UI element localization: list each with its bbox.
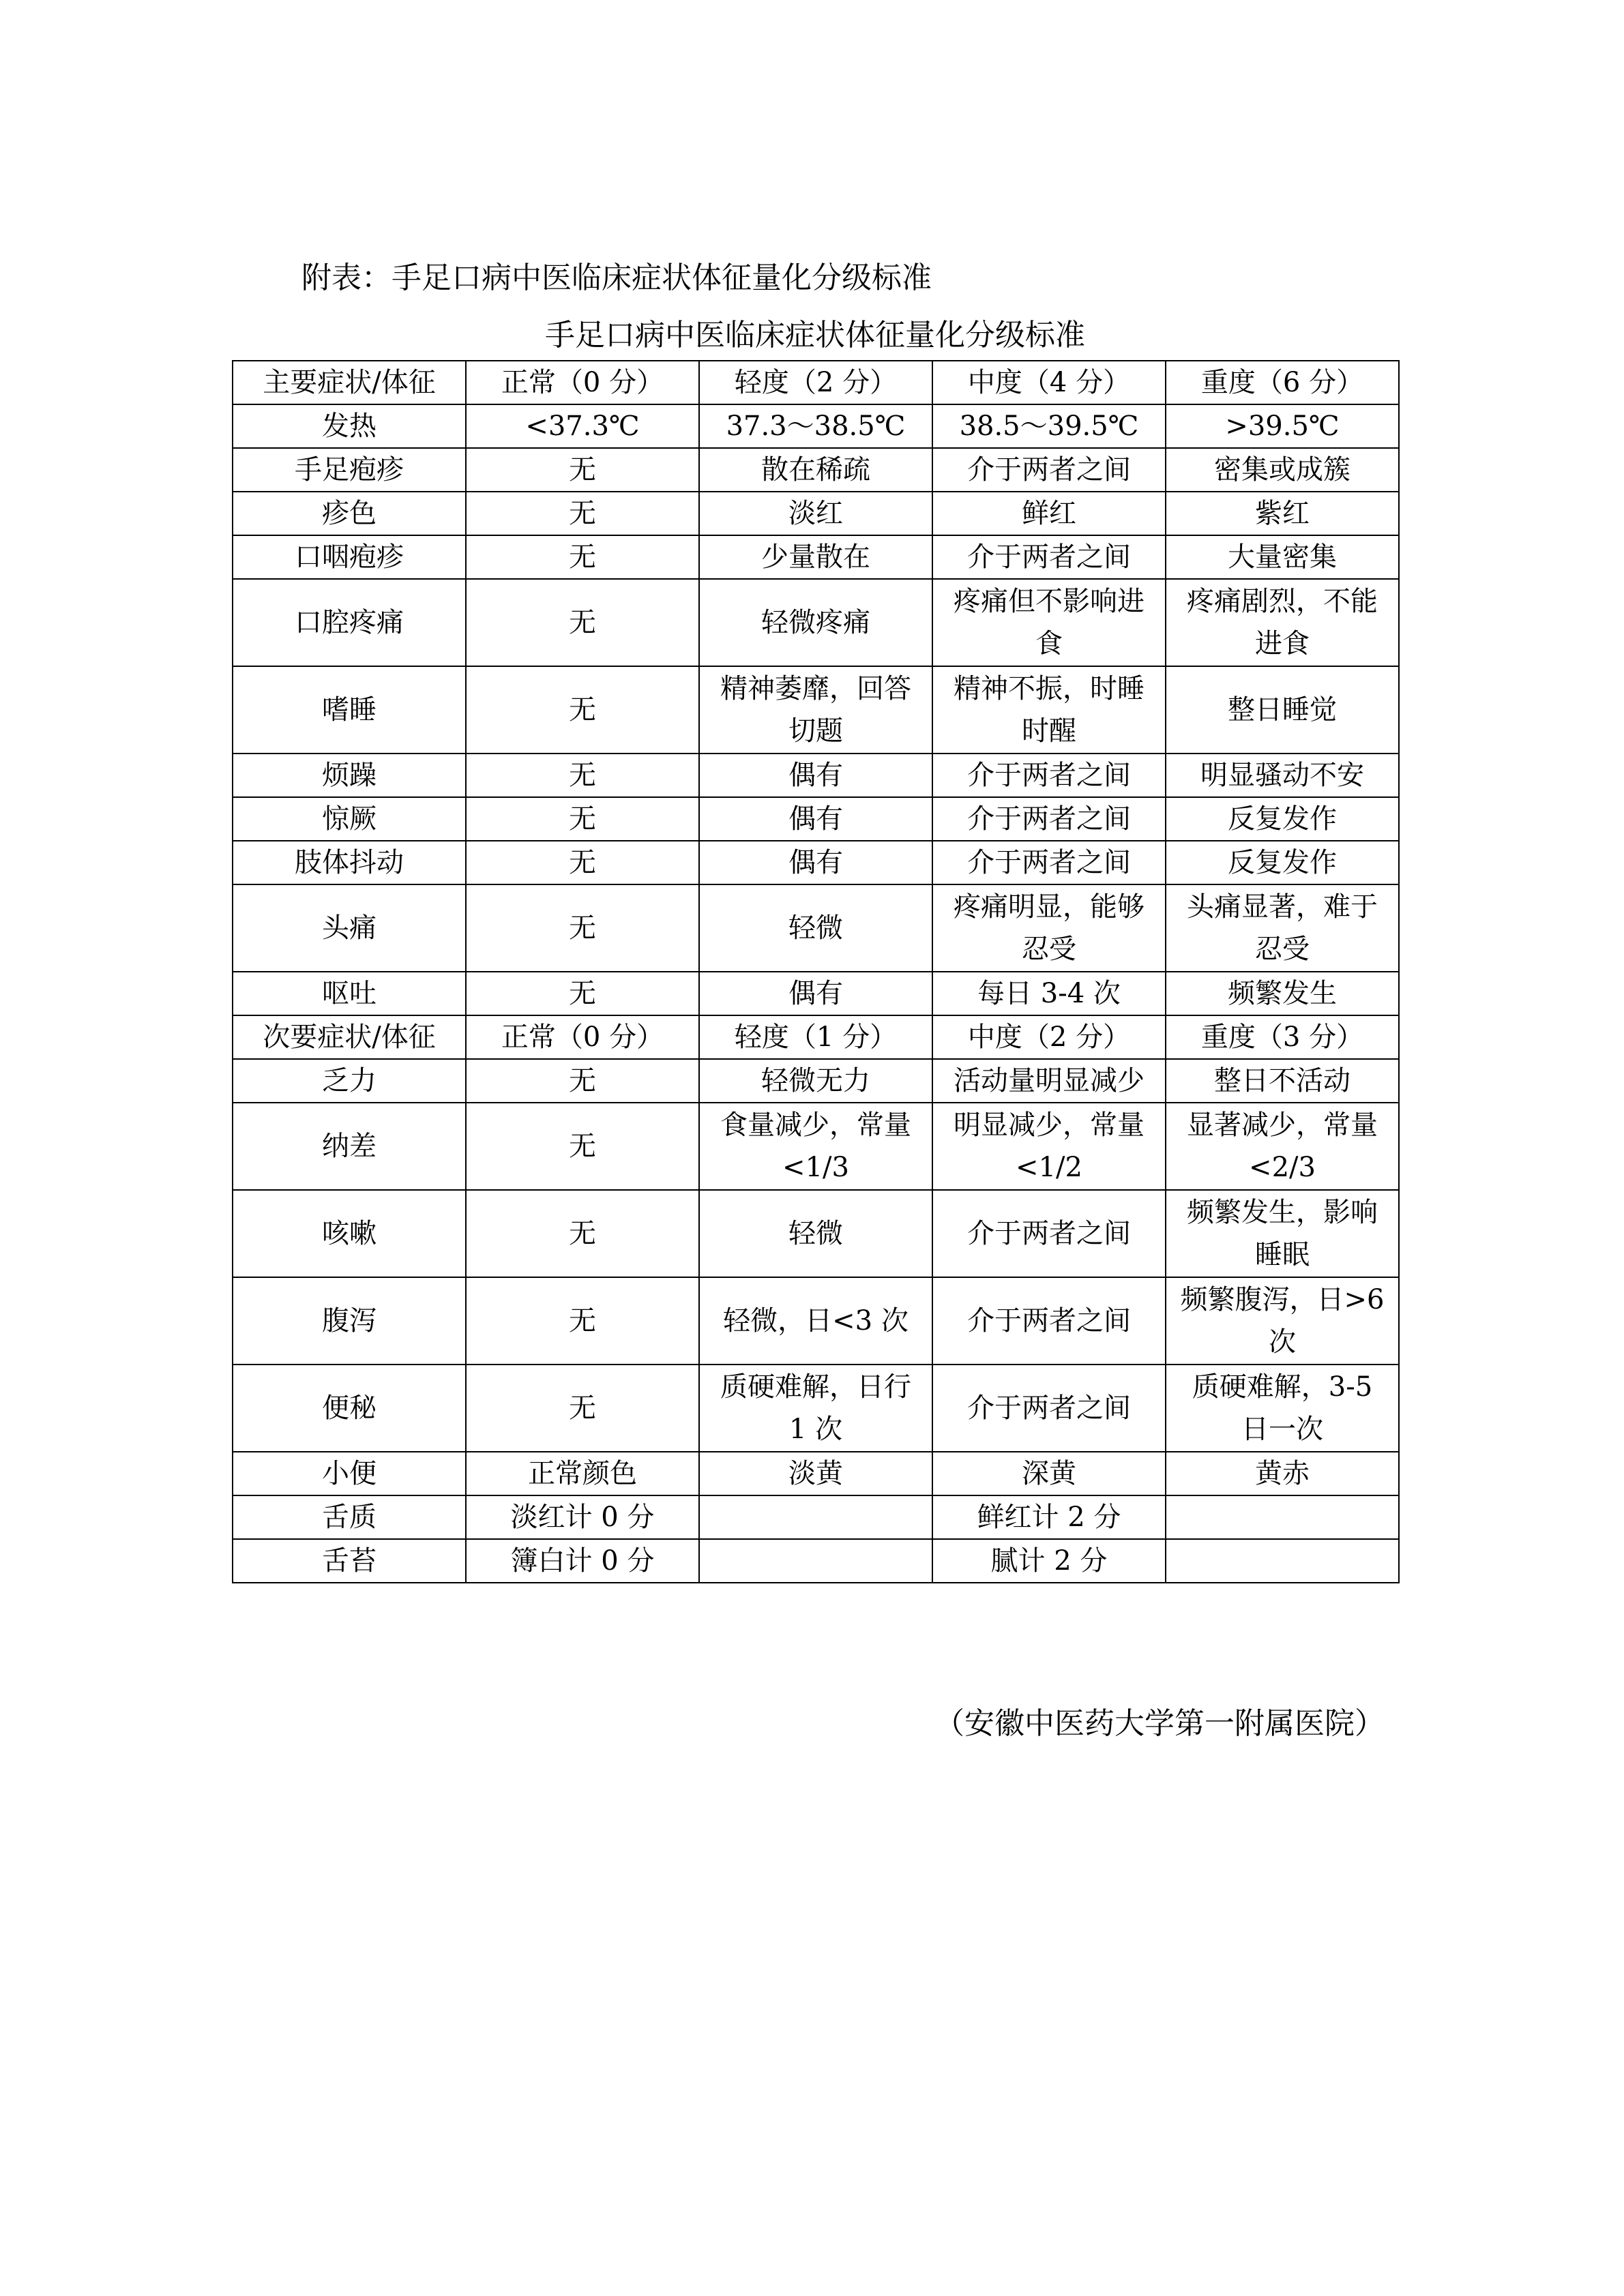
table-cell-mild: 少量散在 bbox=[699, 535, 932, 579]
table-cell-normal: 淡红计 0 分 bbox=[466, 1495, 699, 1539]
table-cell-symptom: 口腔疼痛 bbox=[233, 579, 466, 666]
table-cell-symptom: 手足疱疹 bbox=[233, 448, 466, 492]
table-cell-normal: 无 bbox=[466, 1365, 699, 1452]
table-cell-mild: 食量减少，常量 <1/3 bbox=[699, 1103, 932, 1190]
table-cell-moderate: 鲜红计 2 分 bbox=[932, 1495, 1166, 1539]
table-row bbox=[233, 535, 1399, 579]
table-cell-moderate: 介于两者之间 bbox=[932, 797, 1166, 841]
table-cell-moderate: 活动量明显减少 bbox=[932, 1059, 1166, 1103]
table-cell-normal: 无 bbox=[466, 1277, 699, 1365]
table-row bbox=[233, 361, 1399, 404]
table-cell-mild: 质硬难解，日行 1 次 bbox=[699, 1365, 932, 1452]
table-cell-moderate: 腻计 2 分 bbox=[932, 1539, 1166, 1583]
table-cell-normal: 正常（0 分） bbox=[466, 361, 699, 404]
table-cell-symptom: 次要症状/体征 bbox=[233, 1015, 466, 1059]
table-cell-normal: 无 bbox=[466, 666, 699, 754]
table-cell-normal: 无 bbox=[466, 1103, 699, 1190]
table-cell-mild bbox=[699, 1495, 932, 1539]
table-cell-moderate: 介于两者之间 bbox=[932, 535, 1166, 579]
table-cell-symptom: 发热 bbox=[233, 404, 466, 448]
table-cell-severe: 频繁发生，影响 睡眠 bbox=[1166, 1190, 1399, 1277]
table-cell-moderate: 介于两者之间 bbox=[932, 1277, 1166, 1365]
table-row bbox=[233, 666, 1399, 754]
table-row bbox=[233, 448, 1399, 492]
table-cell-moderate: 疼痛明显，能够 忍受 bbox=[932, 884, 1166, 972]
table-cell-severe: 明显骚动不安 bbox=[1166, 754, 1399, 797]
table-cell-severe: 频繁腹泻，日>6 次 bbox=[1166, 1277, 1399, 1365]
table-row bbox=[233, 579, 1399, 666]
table-cell-severe: >39.5℃ bbox=[1166, 404, 1399, 448]
table-cell-severe: 反复发作 bbox=[1166, 797, 1399, 841]
table-cell-moderate: 每日 3-4 次 bbox=[932, 972, 1166, 1015]
table-cell-symptom: 腹泻 bbox=[233, 1277, 466, 1365]
table-cell-normal: 无 bbox=[466, 1190, 699, 1277]
table-cell-mild: 轻微无力 bbox=[699, 1059, 932, 1103]
grading-table bbox=[232, 360, 1400, 1583]
table-cell-moderate: 介于两者之间 bbox=[932, 1190, 1166, 1277]
table-cell-normal: 无 bbox=[466, 579, 699, 666]
table-cell-mild: 散在稀疏 bbox=[699, 448, 932, 492]
table-cell-symptom: 舌苔 bbox=[233, 1539, 466, 1583]
table-row bbox=[233, 754, 1399, 797]
table-cell-moderate: 介于两者之间 bbox=[932, 1365, 1166, 1452]
table-cell-normal: 无 bbox=[466, 797, 699, 841]
table-cell-mild: 轻微，日<3 次 bbox=[699, 1277, 932, 1365]
table-cell-symptom: 肢体抖动 bbox=[233, 841, 466, 884]
table-cell-mild: 轻度（2 分） bbox=[699, 361, 932, 404]
table-cell-moderate: 介于两者之间 bbox=[932, 448, 1166, 492]
table-row bbox=[233, 1452, 1399, 1495]
table-row bbox=[233, 1495, 1399, 1539]
table-cell-normal: 无 bbox=[466, 492, 699, 535]
table-cell-normal: 无 bbox=[466, 754, 699, 797]
table-cell-symptom: 舌质 bbox=[233, 1495, 466, 1539]
table-cell-moderate: 介于两者之间 bbox=[932, 754, 1166, 797]
table-cell-severe: 整日睡觉 bbox=[1166, 666, 1399, 754]
table-cell-normal: 无 bbox=[466, 535, 699, 579]
table-cell-moderate: 疼痛但不影响进 食 bbox=[932, 579, 1166, 666]
table-row bbox=[233, 1015, 1399, 1059]
grading-table-body bbox=[233, 361, 1399, 1583]
table-cell-normal: <37.3℃ bbox=[466, 404, 699, 448]
table-cell-mild: 轻微疼痛 bbox=[699, 579, 932, 666]
appendix-heading: 附表：手足口病中医临床症状体征量化分级标准 bbox=[301, 260, 932, 295]
table-cell-mild: 偶有 bbox=[699, 754, 932, 797]
table-cell-severe: 质硬难解，3-5 日一次 bbox=[1166, 1365, 1399, 1452]
table-cell-mild: 轻微 bbox=[699, 1190, 932, 1277]
table-cell-moderate: 38.5～39.5℃ bbox=[932, 404, 1166, 448]
table-row bbox=[233, 1059, 1399, 1103]
table-cell-mild: 淡黄 bbox=[699, 1452, 932, 1495]
table-cell-moderate: 深黄 bbox=[932, 1452, 1166, 1495]
table-cell-symptom: 疹色 bbox=[233, 492, 466, 535]
table-cell-normal: 无 bbox=[466, 972, 699, 1015]
table-cell-symptom: 呕吐 bbox=[233, 972, 466, 1015]
table-cell-symptom: 乏力 bbox=[233, 1059, 466, 1103]
table-cell-symptom: 惊厥 bbox=[233, 797, 466, 841]
table-cell-severe: 大量密集 bbox=[1166, 535, 1399, 579]
table-cell-severe: 头痛显著，难于 忍受 bbox=[1166, 884, 1399, 972]
table-cell-symptom: 纳差 bbox=[233, 1103, 466, 1190]
institution-name: （安徽中医药大学第一附属医院） bbox=[934, 1706, 1385, 1741]
table-cell-mild: 偶有 bbox=[699, 972, 932, 1015]
table-cell-severe: 反复发作 bbox=[1166, 841, 1399, 884]
table-cell-normal: 正常颜色 bbox=[466, 1452, 699, 1495]
table-cell-severe: 紫红 bbox=[1166, 492, 1399, 535]
table-cell-symptom: 烦躁 bbox=[233, 754, 466, 797]
table-row bbox=[233, 1103, 1399, 1190]
table-cell-moderate: 精神不振，时睡 时醒 bbox=[932, 666, 1166, 754]
table-cell-symptom: 嗜睡 bbox=[233, 666, 466, 754]
table-cell-normal: 无 bbox=[466, 884, 699, 972]
table-row bbox=[233, 492, 1399, 535]
table-cell-severe: 显著减少，常量 <2/3 bbox=[1166, 1103, 1399, 1190]
table-cell-moderate: 介于两者之间 bbox=[932, 841, 1166, 884]
table-row bbox=[233, 797, 1399, 841]
table-row bbox=[233, 841, 1399, 884]
table-title: 手足口病中医临床症状体征量化分级标准 bbox=[545, 318, 1085, 353]
table-cell-mild: 淡红 bbox=[699, 492, 932, 535]
table-cell-normal: 正常（0 分） bbox=[466, 1015, 699, 1059]
table-cell-severe bbox=[1166, 1495, 1399, 1539]
table-cell-symptom: 口咽疱疹 bbox=[233, 535, 466, 579]
table-cell-mild: 偶有 bbox=[699, 841, 932, 884]
table-cell-moderate: 中度（4 分） bbox=[932, 361, 1166, 404]
table-cell-mild: 偶有 bbox=[699, 797, 932, 841]
table-cell-severe: 频繁发生 bbox=[1166, 972, 1399, 1015]
table-row bbox=[233, 404, 1399, 448]
table-cell-severe bbox=[1166, 1539, 1399, 1583]
table-cell-mild: 37.3～38.5℃ bbox=[699, 404, 932, 448]
table-row bbox=[233, 1365, 1399, 1452]
table-cell-moderate: 鲜红 bbox=[932, 492, 1166, 535]
table-row bbox=[233, 972, 1399, 1015]
table-cell-mild bbox=[699, 1539, 932, 1583]
table-row bbox=[233, 1539, 1399, 1583]
table-row bbox=[233, 1190, 1399, 1277]
table-cell-normal: 簿白计 0 分 bbox=[466, 1539, 699, 1583]
table-cell-mild: 轻微 bbox=[699, 884, 932, 972]
table-cell-severe: 密集或成簇 bbox=[1166, 448, 1399, 492]
table-cell-mild: 精神萎靡，回答 切题 bbox=[699, 666, 932, 754]
table-cell-normal: 无 bbox=[466, 841, 699, 884]
table-cell-severe: 黄赤 bbox=[1166, 1452, 1399, 1495]
table-cell-symptom: 小便 bbox=[233, 1452, 466, 1495]
table-cell-symptom: 头痛 bbox=[233, 884, 466, 972]
table-row bbox=[233, 1277, 1399, 1365]
table-cell-normal: 无 bbox=[466, 448, 699, 492]
table-cell-moderate: 中度（2 分） bbox=[932, 1015, 1166, 1059]
table-cell-severe: 整日不活动 bbox=[1166, 1059, 1399, 1103]
table-cell-severe: 重度（6 分） bbox=[1166, 361, 1399, 404]
table-row bbox=[233, 884, 1399, 972]
table-cell-moderate: 明显减少，常量 <1/2 bbox=[932, 1103, 1166, 1190]
table-cell-severe: 重度（3 分） bbox=[1166, 1015, 1399, 1059]
table-cell-symptom: 便秘 bbox=[233, 1365, 466, 1452]
table-cell-symptom: 咳嗽 bbox=[233, 1190, 466, 1277]
table-cell-severe: 疼痛剧烈，不能 进食 bbox=[1166, 579, 1399, 666]
table-cell-mild: 轻度（1 分） bbox=[699, 1015, 932, 1059]
table-cell-normal: 无 bbox=[466, 1059, 699, 1103]
table-cell-symptom: 主要症状/体征 bbox=[233, 361, 466, 404]
